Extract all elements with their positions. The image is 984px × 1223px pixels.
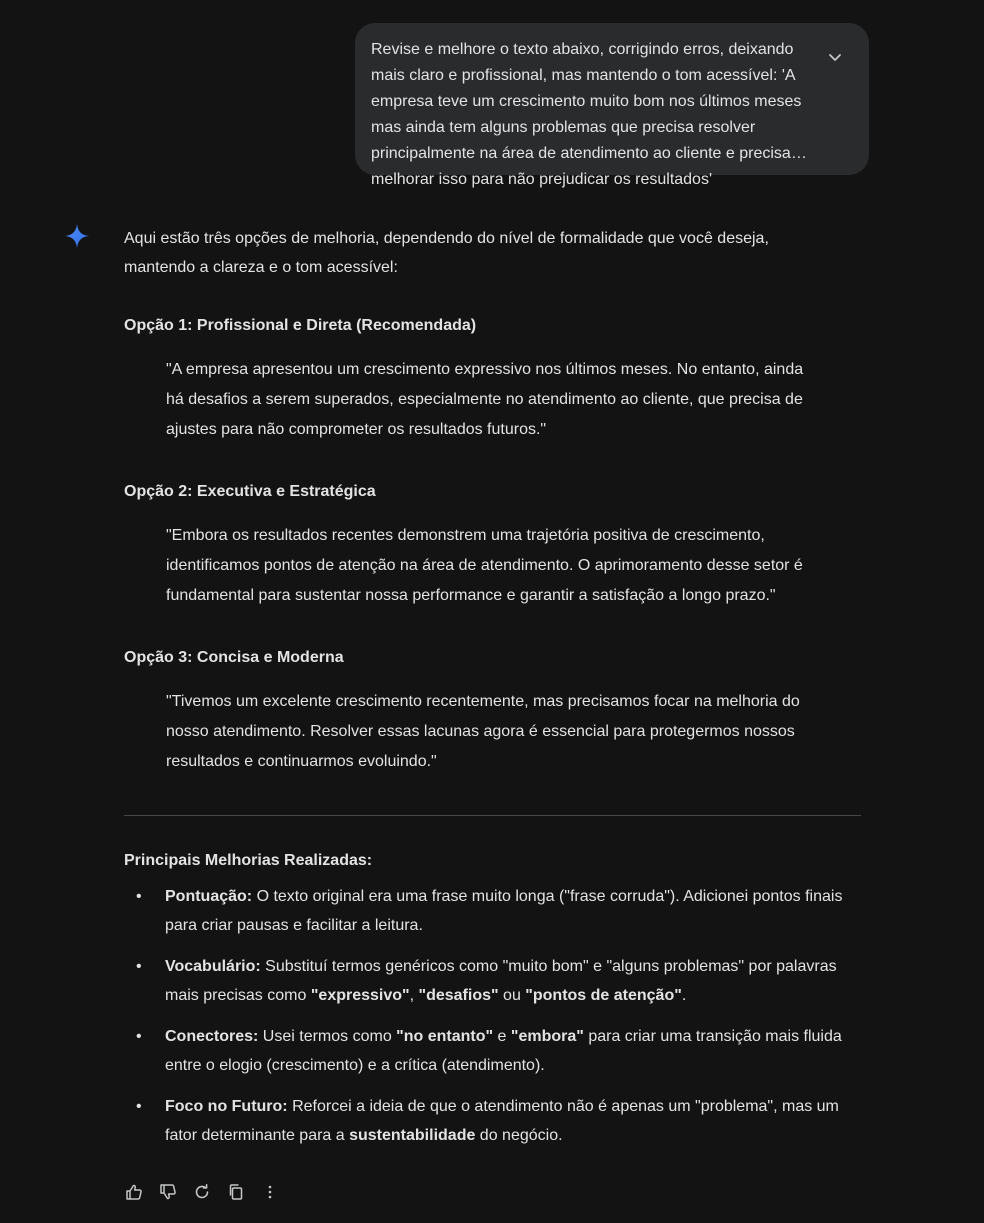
regenerate-icon[interactable]: [192, 1182, 212, 1202]
response-intro: Aqui estão três opções de melhoria, dependendo do nível de formalidade que você deseja, mantendo a clareza e o tom acessível:: [124, 230, 769, 276]
list-item: [124, 952, 864, 1010]
thumbs-down-icon[interactable]: [158, 1182, 178, 1202]
response-body: [124, 224, 864, 777]
improvement-text: Substituí termos genéricos como "muito bom" e "alguns problemas" por palavras mais precisas como: [165, 958, 837, 1004]
more-options-icon[interactable]: [260, 1182, 280, 1202]
improvement-text: e: [493, 1028, 511, 1045]
improvement-emphasis: sustentabilidade: [349, 1127, 476, 1144]
user-prompt-text: Revise e melhore o texto abaixo, corrigindo erros, deixando mais claro e profissional, mas mantendo o tom acessível: 'A empresa teve um crescimento muito bom nos últimos meses mas ainda tem alguns problemas que precisa resolver principalmente na área de atendimento ao cliente e precisa melhorar isso para não prejudicar os resultados': [371, 41, 802, 188]
user-prompt-bubble: [355, 23, 869, 188]
improvement-emphasis: "no entanto": [396, 1028, 494, 1045]
improvement-label: Pontuação:: [165, 888, 253, 905]
improvement-text: ,: [409, 987, 419, 1004]
improvements-title: Principais Melhorias Realizadas:: [124, 852, 373, 869]
improvement-label: Vocabulário:: [165, 958, 261, 975]
copy-icon[interactable]: [226, 1182, 246, 1202]
bullet: •: [136, 1028, 142, 1045]
gemini-sparkle-icon: [64, 223, 90, 249]
bullet: •: [136, 958, 142, 975]
improvement-emphasis: "embora": [510, 1028, 584, 1045]
option-3-quote: "Tivemos um excelente crescimento recentemente, mas precisamos focar na melhoria do nosso atendimento. Resolver essas lacunas agora é essencial para protegermos nossos resultados e continuarmos evoluindo.": [166, 693, 800, 770]
option-2-title: Opção 2: Executiva e Estratégica: [124, 483, 376, 500]
improvement-label: Foco no Futuro:: [165, 1098, 288, 1115]
improvement-text: para criar uma transição mais fluida entre o elogio (crescimento) e a crítica (atendimento).: [165, 1028, 842, 1074]
improvement-emphasis: "expressivo": [310, 987, 410, 1004]
option-3-title: Opção 3: Concisa e Moderna: [124, 649, 344, 666]
improvement-emphasis: "pontos de atenção": [525, 987, 682, 1004]
improvement-emphasis: "desafios": [418, 987, 499, 1004]
list-item: [124, 1022, 864, 1080]
bullet: •: [136, 888, 142, 905]
improvement-text: Usei termos como: [258, 1028, 397, 1045]
divider: [124, 815, 861, 816]
improvement-text: ou: [498, 987, 526, 1004]
option-1-title: Opção 1: Profissional e Direta (Recomendada): [124, 317, 477, 334]
list-item: [124, 1092, 864, 1150]
thumbs-up-icon[interactable]: [124, 1182, 144, 1202]
improvement-text: do negócio.: [475, 1127, 563, 1144]
improvement-text: O texto original era uma frase muito longa ("frase corruda"). Adicionei pontos finais para criar pausas e facilitar a leitura.: [165, 888, 843, 934]
chevron-down-icon[interactable]: [825, 47, 845, 67]
improvement-text: Reforcei a ideia de que o atendimento não é apenas um "problema", mas um fator determinante para a: [165, 1098, 839, 1144]
option-2-quote: "Embora os resultados recentes demonstrem uma trajetória positiva de crescimento, identificamos pontos de atenção na área de atendimento. O aprimoramento desse setor é fundamental para sustentar nossa performance e garantir a satisfação a longo prazo.": [166, 527, 803, 604]
bullet: •: [136, 1098, 142, 1115]
option-1-quote: "A empresa apresentou um crescimento expressivo nos últimos meses. No entanto, ainda há desafios a serem superados, especialmente no atendimento ao cliente, que precisa de ajustes para não comprometer os resultados futuros.": [166, 361, 804, 438]
improvement-text: .: [681, 987, 687, 1004]
improvement-label: Conectores:: [165, 1028, 259, 1045]
improvements-list: [124, 882, 864, 1162]
list-item: [124, 882, 864, 940]
response-actions: [124, 1182, 280, 1202]
